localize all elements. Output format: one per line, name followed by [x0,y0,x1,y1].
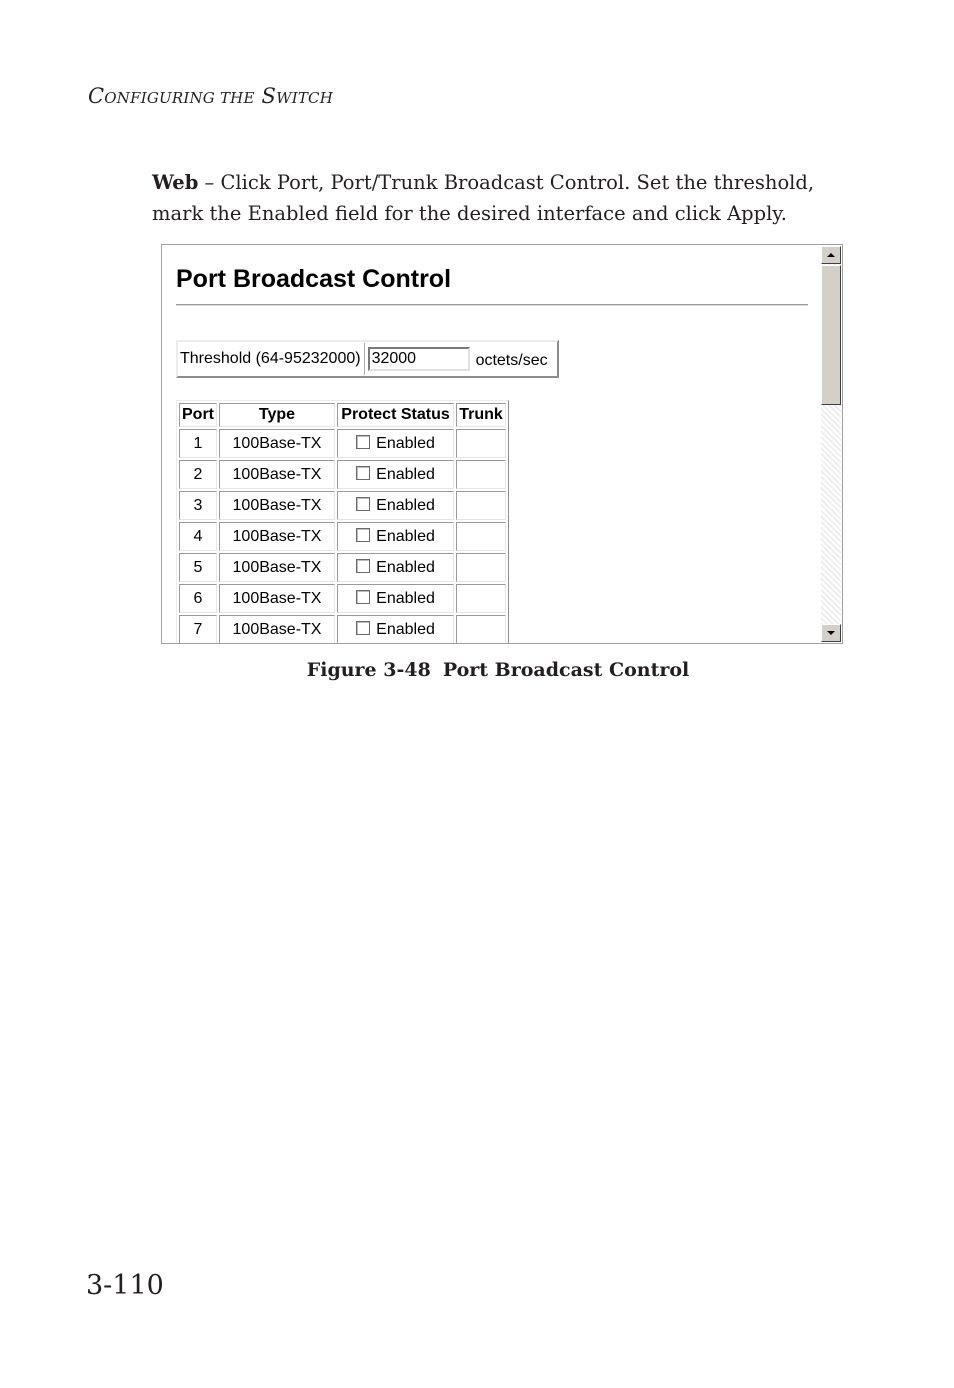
running-header [88,84,333,108]
title-divider [176,304,808,306]
protect-cell [337,460,454,489]
trunk-cell [456,460,506,489]
threshold-row [176,340,559,378]
enabled-checkbox[interactable] [356,435,370,449]
enabled-label: Enabled [376,465,435,483]
port-cell: 4 [179,522,217,551]
table-row [179,584,506,613]
table-row [179,429,506,458]
protect-cell [337,522,454,551]
header-word-1: ONFIGURING THE [104,89,255,107]
scrollbar-thumb[interactable] [821,265,841,405]
screenshot-frame [161,244,843,644]
col-header-type: Type [219,403,335,427]
type-cell: 100Base-TX [219,491,335,520]
protect-cell [337,615,454,644]
arrow-down-icon [827,631,835,635]
protect-cell [337,429,454,458]
type-cell: 100Base-TX [219,615,335,644]
header-initial-1: C [88,84,105,108]
port-cell: 7 [179,615,217,644]
header-word-2: WITCH [276,89,333,107]
trunk-cell [456,584,506,613]
table-row [179,491,506,520]
port-cell: 1 [179,429,217,458]
protect-cell [337,553,454,582]
table-header-row [179,403,506,427]
vertical-scrollbar[interactable] [821,246,841,642]
table-row [179,460,506,489]
protect-cell [337,584,454,613]
scroll-up-button[interactable] [821,246,841,264]
intro-paragraph [152,167,852,229]
page-number: 3-110 [86,1270,164,1301]
enabled-label: Enabled [376,558,435,576]
enabled-label: Enabled [376,527,435,545]
threshold-input[interactable] [368,347,470,371]
enabled-checkbox[interactable] [356,590,370,604]
enabled-label: Enabled [376,496,435,514]
threshold-unit: octets/sec [475,352,548,369]
type-cell: 100Base-TX [219,460,335,489]
enabled-checkbox[interactable] [356,528,370,542]
header-initial-2: S [261,84,277,108]
col-header-protect-status: Protect Status [337,403,454,427]
intro-lead: Web [152,171,199,194]
port-cell: 2 [179,460,217,489]
port-table [176,400,509,644]
enabled-label: Enabled [376,589,435,607]
figure-number: Figure 3-48 [306,659,431,681]
table-row [179,522,506,551]
type-cell: 100Base-TX [219,584,335,613]
port-cell: 5 [179,553,217,582]
panel-title: Port Broadcast Control [176,265,452,293]
type-cell: 100Base-TX [219,522,335,551]
intro-text: – Click Port, Port/Trunk Broadcast Control. Set the threshold, mark the Enabled field for the desired interface and click Apply. [152,171,815,225]
trunk-cell [456,553,506,582]
table-row [179,615,506,644]
arrow-up-icon [827,253,835,257]
trunk-cell [456,522,506,551]
scroll-down-button[interactable] [821,624,841,642]
enabled-checkbox[interactable] [356,621,370,635]
trunk-cell [456,615,506,644]
figure-caption [0,659,954,681]
trunk-cell [456,429,506,458]
enabled-checkbox[interactable] [356,559,370,573]
col-header-port: Port [179,403,217,427]
type-cell: 100Base-TX [219,553,335,582]
enabled-checkbox[interactable] [356,466,370,480]
port-cell: 6 [179,584,217,613]
enabled-label: Enabled [376,434,435,452]
type-cell: 100Base-TX [219,429,335,458]
trunk-cell [456,491,506,520]
port-cell: 3 [179,491,217,520]
enabled-checkbox[interactable] [356,497,370,511]
enabled-label: Enabled [376,620,435,638]
col-header-trunk: Trunk [456,403,506,427]
protect-cell [337,491,454,520]
table-row [179,553,506,582]
figure-title: Port Broadcast Control [442,659,690,681]
threshold-label: Threshold (64-95232000) [178,343,365,375]
